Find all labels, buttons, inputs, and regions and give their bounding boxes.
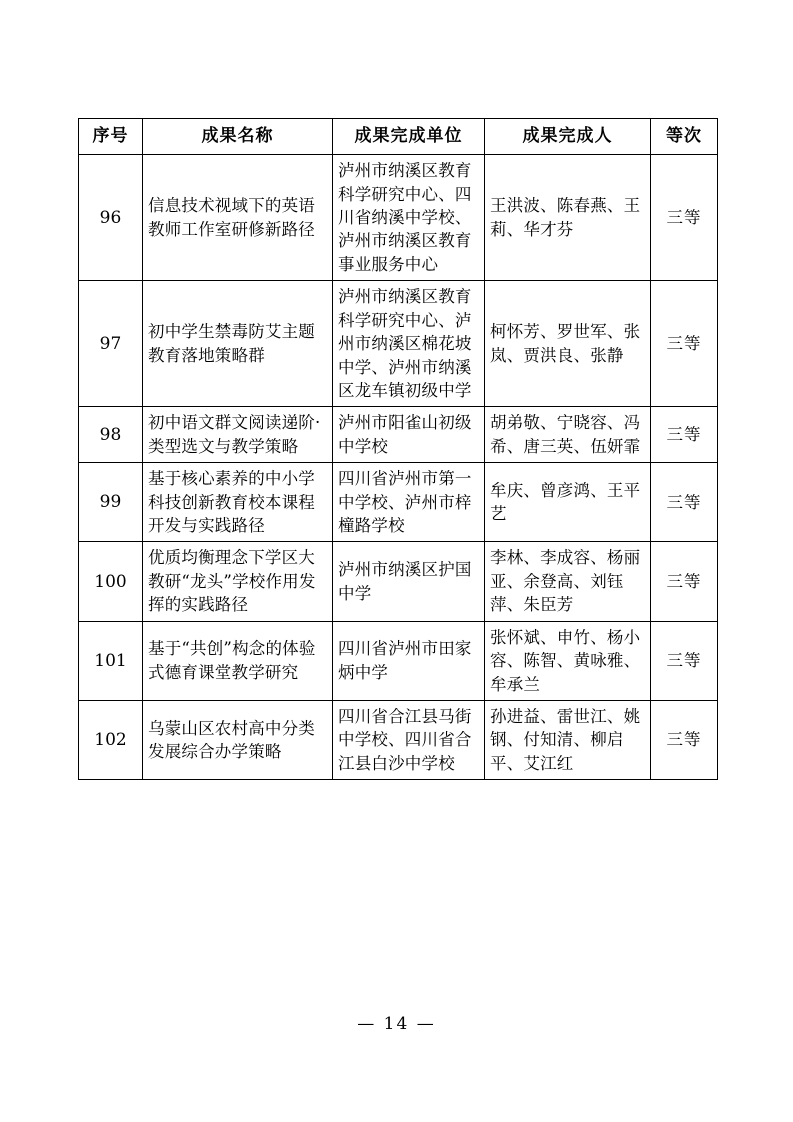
table-row bbox=[79, 281, 718, 407]
column-header-person: 成果完成人 bbox=[485, 119, 651, 155]
table-row bbox=[79, 463, 718, 542]
cell-grade: 三等 bbox=[651, 542, 718, 621]
cell-unit: 泸州市阳雀山初级中学校 bbox=[333, 407, 485, 463]
column-header-no: 序号 bbox=[79, 119, 143, 155]
results-table bbox=[78, 118, 718, 780]
cell-person: 牟庆、曾彦鸿、王平艺 bbox=[485, 463, 651, 542]
cell-unit: 四川省泸州市第一中学校、泸州市梓橦路学校 bbox=[333, 463, 485, 542]
cell-person: 张怀斌、申竹、杨小容、陈智、黄咏雅、牟承兰 bbox=[485, 621, 651, 700]
cell-no: 100 bbox=[79, 542, 143, 621]
cell-name: 优质均衡理念下学区大教研“龙头”学校作用发挥的实践路径 bbox=[143, 542, 333, 621]
cell-name: 初中语文群文阅读递阶·类型选文与教学策略 bbox=[143, 407, 333, 463]
cell-person: 孙进益、雷世江、姚钢、付知清、柳启平、艾江红 bbox=[485, 700, 651, 779]
cell-name: 乌蒙山区农村高中分类发展综合办学策略 bbox=[143, 700, 333, 779]
cell-unit: 泸州市纳溪区教育科学研究中心、泸州市纳溪区棉花坡中学、泸州市纳溪区龙车镇初级中学 bbox=[333, 281, 485, 407]
cell-no: 99 bbox=[79, 463, 143, 542]
cell-grade: 三等 bbox=[651, 155, 718, 281]
page-number: — 14 — bbox=[357, 1014, 436, 1034]
column-header-name: 成果名称 bbox=[143, 119, 333, 155]
cell-grade: 三等 bbox=[651, 463, 718, 542]
cell-no: 98 bbox=[79, 407, 143, 463]
cell-name: 基于核心素养的中小学科技创新教育校本课程开发与实践路径 bbox=[143, 463, 333, 542]
column-header-unit: 成果完成单位 bbox=[333, 119, 485, 155]
table-row bbox=[79, 700, 718, 779]
table-row bbox=[79, 621, 718, 700]
cell-no: 97 bbox=[79, 281, 143, 407]
table-header-row bbox=[79, 119, 718, 155]
table-body bbox=[79, 155, 718, 780]
column-header-grade: 等次 bbox=[651, 119, 718, 155]
cell-person: 胡弟敬、宁晓容、冯希、唐三英、伍妍霏 bbox=[485, 407, 651, 463]
cell-grade: 三等 bbox=[651, 700, 718, 779]
cell-unit: 四川省泸州市田家炳中学 bbox=[333, 621, 485, 700]
cell-person: 王洪波、陈春燕、王莉、华才芬 bbox=[485, 155, 651, 281]
table-header bbox=[79, 119, 718, 155]
table-row bbox=[79, 407, 718, 463]
table-row bbox=[79, 155, 718, 281]
cell-grade: 三等 bbox=[651, 407, 718, 463]
cell-name: 信息技术视域下的英语教师工作室研修新路径 bbox=[143, 155, 333, 281]
cell-grade: 三等 bbox=[651, 621, 718, 700]
cell-name: 基于“共创”构念的体验式德育课堂教学研究 bbox=[143, 621, 333, 700]
cell-unit: 泸州市纳溪区护国中学 bbox=[333, 542, 485, 621]
cell-unit: 泸州市纳溪区教育科学研究中心、四川省纳溪中学校、泸州市纳溪区教育事业服务中心 bbox=[333, 155, 485, 281]
cell-no: 102 bbox=[79, 700, 143, 779]
cell-person: 柯怀芳、罗世军、张岚、贾洪良、张静 bbox=[485, 281, 651, 407]
table-row bbox=[79, 542, 718, 621]
cell-no: 96 bbox=[79, 155, 143, 281]
cell-no: 101 bbox=[79, 621, 143, 700]
cell-grade: 三等 bbox=[651, 281, 718, 407]
cell-person: 李林、李成容、杨丽亚、余登高、刘钰萍、朱臣芳 bbox=[485, 542, 651, 621]
cell-name: 初中学生禁毒防艾主题教育落地策略群 bbox=[143, 281, 333, 407]
cell-unit: 四川省合江县马街中学校、四川省合江县白沙中学校 bbox=[333, 700, 485, 779]
